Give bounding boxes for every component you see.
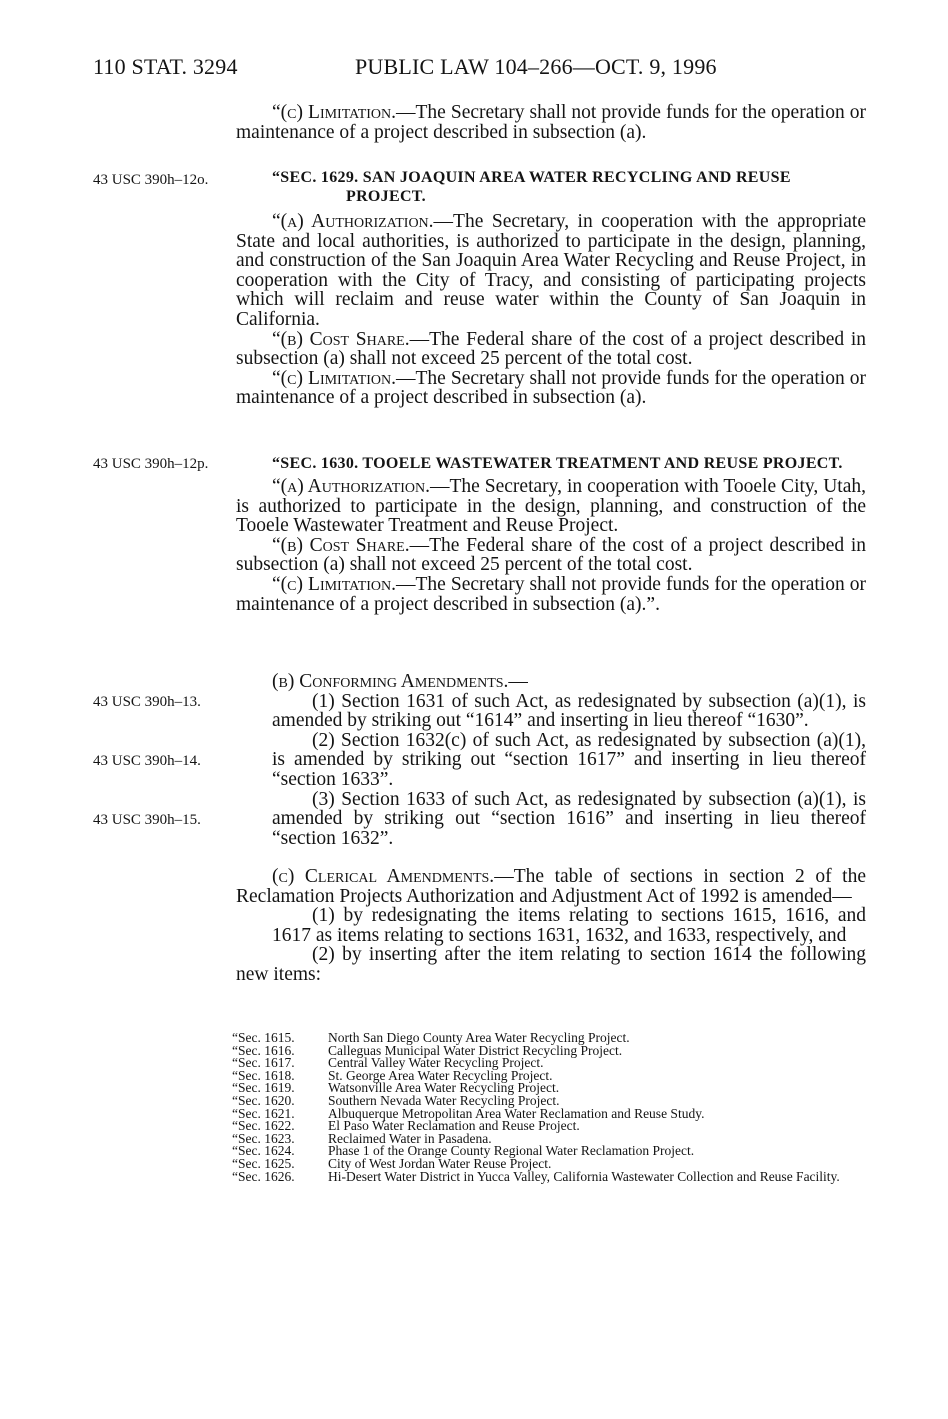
paragraph	[236, 330, 866, 369]
toc-title: Albuquerque Metropolitan Area Water Reclamation and Reuse Study.	[328, 1105, 705, 1121]
paragraph-text: —The Secretary shall not provide funds for the operation or maintenance of a project described in subsection (a).	[236, 367, 866, 409]
paragraph-text: —The Secretary, in cooperation with the appropriate State and local authorities, is authorized to participate in the design, planning, and construction of the San Joaquin Area Water Recycling and Reuse Project, in cooperation with the City of Tracy, and consisting of participating projects which will reclaim and reuse water within the County of San Joaquin in California.	[236, 211, 866, 330]
paragraph: (3) Section 1633 of such Act, as redesignated by subsection (a)(1), is amended by striking out “section 1616” and inserting in lieu thereof “section 1632”.	[272, 788, 866, 849]
paragraph: (2) by inserting after the item relating to section 1614 the following new items:	[236, 944, 866, 985]
section-1630-heading	[236, 454, 866, 473]
paragraph	[236, 672, 866, 692]
section-1630-body	[236, 477, 866, 614]
toc-title: Watsonville Area Water Recycling Project.	[328, 1080, 560, 1096]
toc-title: North San Diego County Area Water Recycling Project.	[328, 1030, 630, 1045]
margin-note-usc: 43 USC 390h–15.	[93, 812, 201, 828]
paragraph	[236, 867, 866, 906]
toc-number: “Sec. 1623.	[232, 1130, 295, 1146]
table-of-sections	[232, 1032, 872, 1183]
clerical-amendments	[236, 867, 866, 985]
toc-number: “Sec. 1617.	[232, 1055, 295, 1071]
paragraph-text: —The table of sections in section 2 of the Reclamation Projects Authorization and Adjustment Act of 1992 is amended—	[236, 866, 866, 907]
paragraph-label: “(a) Authorization.	[272, 476, 431, 497]
statute-page-number: 110 STAT. 3294	[93, 54, 238, 79]
paragraph-label: “(c) Limitation.	[272, 367, 397, 389]
toc-number: “Sec. 1616.	[232, 1042, 295, 1058]
section-1629-heading	[236, 168, 866, 206]
toc-number: “Sec. 1618.	[232, 1067, 295, 1083]
toc-title: Phase 1 of the Orange County Regional Water Reclamation Project.	[328, 1143, 695, 1159]
toc-number: “Sec. 1620.	[232, 1092, 295, 1108]
paragraph-text: —The Secretary, in cooperation with Tooele City, Utah, is authorized to participate in the design, planning, and construction of the Tooele Wastewater Treatment and Reuse Project.	[236, 476, 866, 537]
section-1629-body	[236, 212, 866, 408]
toc-number: “Sec. 1624.	[232, 1143, 295, 1159]
margin-note-usc: 43 USC 390h–12o.	[93, 172, 209, 188]
toc-title: St. George Area Water Recycling Project.	[328, 1067, 553, 1083]
margin-note-usc: 43 USC 390h–12p.	[93, 456, 209, 472]
paragraph-label: (b) Conforming Amendments.	[272, 671, 509, 692]
paragraph-text: —The Secretary shall not provide funds for the operation or maintenance of a project described in subsection (a).	[236, 102, 866, 143]
body-block-sec1628-limitation	[236, 103, 866, 142]
toc-title: Calleguas Municipal Water District Recycling Project.	[328, 1042, 623, 1058]
toc-number: “Sec. 1621.	[232, 1105, 295, 1121]
toc-item	[232, 1168, 872, 1184]
page-header	[93, 54, 888, 84]
paragraph-label: “(c) Limitation.	[272, 102, 397, 123]
public-law-title: PUBLIC LAW 104–266—OCT. 9, 1996	[355, 54, 717, 79]
toc-number: “Sec. 1626.	[232, 1168, 295, 1184]
toc-number: “Sec. 1625.	[232, 1155, 295, 1171]
section-heading	[236, 168, 866, 206]
toc-title: Reclaimed Water in Pasadena.	[328, 1130, 492, 1146]
paragraph	[236, 575, 866, 614]
paragraph-label: “(c) Limitation.	[272, 573, 397, 595]
toc-title: City of West Jordan Water Reuse Project.	[328, 1155, 552, 1171]
toc-number: “Sec. 1619.	[232, 1080, 295, 1096]
paragraph-text: —The Secretary shall not provide funds for the operation or maintenance of a project described in subsection (a).”.	[236, 573, 866, 615]
paragraph	[236, 536, 866, 575]
paragraph	[236, 212, 866, 330]
paragraph-dash: —	[508, 671, 528, 692]
toc-title: Southern Nevada Water Recycling Project.	[328, 1092, 560, 1108]
paragraph	[236, 369, 866, 408]
section-heading-text: “SEC. 1630. TOOELE WASTEWATER TREATMENT AND REUSE PROJECT.	[272, 455, 843, 472]
paragraph: (2) Section 1632(c) of such Act, as redesignated by subsection (a)(1), is amended by striking out “section 1617” and inserting in lieu thereof “section 1633”.	[272, 729, 866, 790]
margin-note-usc: 43 USC 390h–13.	[93, 694, 201, 710]
section-heading-continuation: PROJECT.	[346, 188, 426, 205]
paragraph-label: “(a) Authorization.	[272, 211, 434, 232]
conforming-amendments	[236, 672, 866, 848]
toc-title: Central Valley Water Recycling Project.	[328, 1055, 544, 1071]
toc-number: “Sec. 1615.	[232, 1030, 295, 1045]
paragraph	[236, 103, 866, 142]
paragraph-text: —The Federal share of the cost of a project described in subsection (a) shall not exceed 25 percent of the total cost.	[236, 328, 866, 370]
paragraph-text: —The Federal share of the cost of a project described in subsection (a) shall not exceed 25 percent of the total cost.	[236, 534, 866, 576]
margin-note-usc: 43 USC 390h–14.	[93, 753, 201, 769]
paragraph: (1) by redesignating the items relating to sections 1615, 1616, and 1617 as items relating to sections 1631, 1632, and 1633, respectively, and	[272, 905, 866, 946]
paragraph-label: “(b) Cost Share.	[272, 534, 410, 556]
toc-title: El Paso Water Reclamation and Reuse Project.	[328, 1118, 580, 1134]
section-heading	[236, 454, 866, 473]
paragraph: (1) Section 1631 of such Act, as redesignated by subsection (a)(1), is amended by striking out “1614” and inserting in lieu thereof “1630”.	[272, 690, 866, 732]
section-heading-text: “SEC. 1629. SAN JOAQUIN AREA WATER RECYCLING AND REUSE	[272, 169, 791, 186]
paragraph	[236, 477, 866, 536]
toc-title: Hi-Desert Water District in Yucca Valley, California Wastewater Collection and Reuse Facility.	[328, 1168, 840, 1184]
toc-number: “Sec. 1622.	[232, 1118, 295, 1134]
paragraph-label: “(b) Cost Share.	[272, 328, 410, 350]
paragraph-label: (c) Clerical Amendments.	[272, 866, 495, 887]
